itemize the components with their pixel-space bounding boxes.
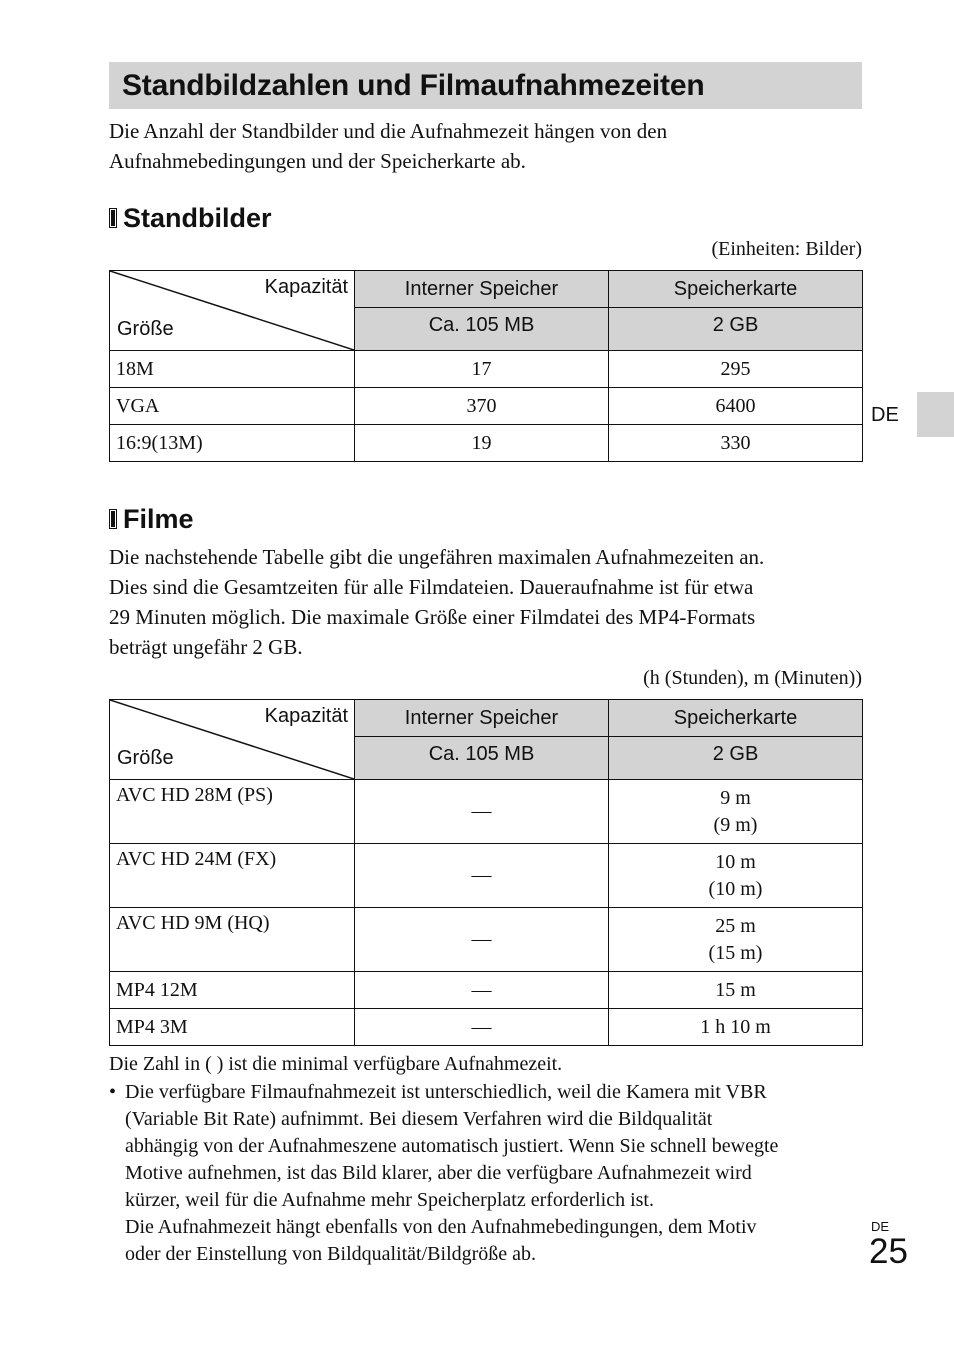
stills-table [109,270,863,462]
column-header-card: Speicherkarte [609,700,863,737]
internal-cell: 370 [355,388,609,425]
size-cell: MP4 3M [110,1009,355,1046]
size-cell: 18M [110,351,355,388]
bullet-line: Die Aufnahmezeit hängt ebenfalls von den Aufnahmebedingungen, dem Motiv [125,1216,757,1238]
card-min-time: (15 m) [708,941,763,964]
internal-cell: — [355,780,609,844]
column-header-card-size: 2 GB [609,737,863,780]
movies-line: beträgt ungefähr 2 GB. [109,635,303,659]
column-header-internal-size: Ca. 105 MB [355,737,609,780]
internal-cell: — [355,908,609,972]
size-cell: AVC HD 9M (HQ) [110,908,355,972]
card-time: 9 m [720,786,751,809]
table-row [110,351,863,388]
table-corner-cell [110,271,355,351]
size-cell: 16:9(13M) [110,425,355,462]
column-header-card: Speicherkarte [609,271,863,308]
table-header-row [110,271,863,308]
section-heading-movies [109,503,194,535]
column-header-internal-size: Ca. 105 MB [355,308,609,351]
movies-units-note: (h (Stunden), m (Minuten)) [643,667,862,689]
bullet-note [109,1079,869,1268]
intro-paragraph [109,116,869,176]
card-cell: 295 [609,351,863,388]
card-cell [609,844,863,908]
movies-line: Dies sind die Gesamtzeiten für alle Filmdateien. Daueraufnahme ist für etwa [109,575,754,599]
internal-cell: 17 [355,351,609,388]
size-label: Größe [117,747,174,769]
internal-cell: — [355,844,609,908]
table-row [110,425,863,462]
size-label: Größe [117,318,174,340]
card-time: 25 m [715,914,756,937]
page-language-label: DE [871,1219,890,1234]
movies-line: 29 Minuten möglich. Die maximale Größe einer Filmdatei des MP4-Formats [109,605,756,629]
card-cell: 330 [609,425,863,462]
language-tab-label: DE [871,404,899,426]
bullet-line: kürzer, weil für die Aufnahme mehr Speicherplatz erforderlich ist. [125,1189,654,1211]
table-row [110,972,863,1009]
language-tab-marker [917,392,954,437]
column-header-internal: Interner Speicher [355,700,609,737]
internal-cell: — [355,972,609,1009]
card-cell: 6400 [609,388,863,425]
table-row [110,780,863,844]
page-number: 25 [869,1232,908,1271]
bullet-text [125,1079,869,1268]
bullet-line: (Variable Bit Rate) aufnimmt. Bei diesem Verfahren wird die Bildqualität [125,1108,713,1130]
page-title: Standbildzahlen und Filmaufnahmezeiten [122,69,705,102]
movies-paragraph [109,542,869,662]
size-cell: MP4 12M [110,972,355,1009]
movies-table [109,699,863,1046]
table-corner-cell [110,700,355,780]
table-row [110,908,863,972]
section-heading-label: Filme [123,504,194,534]
card-cell [609,908,863,972]
capacity-label: Kapazität [264,705,348,727]
capacity-label: Kapazität [264,276,348,298]
bullet-marker: • [109,1081,117,1103]
card-min-time: (9 m) [713,813,758,836]
page-title-bar [109,62,862,109]
footnote: Die Zahl in ( ) ist die minimal verfügbare Aufnahmezeit. [109,1053,563,1075]
size-cell: AVC HD 24M (FX) [110,844,355,908]
section-heading-label: Standbilder [123,203,272,233]
movies-line: Die nachstehende Tabelle gibt die ungefähren maximalen Aufnahmezeiten an. [109,545,765,569]
intro-line: Die Anzahl der Standbilder und die Aufnahmezeit hängen von den [109,119,668,143]
intro-line: Aufnahmebedingungen und der Speicherkarte ab. [109,149,526,173]
column-header-internal: Interner Speicher [355,271,609,308]
bullet-line: Die verfügbare Filmaufnahmezeit ist unterschiedlich, weil die Kamera mit VBR [125,1081,767,1103]
card-min-time: (10 m) [708,877,763,900]
card-time: 10 m [715,850,756,873]
column-header-card-size: 2 GB [609,308,863,351]
card-cell: 1 h 10 m [609,1009,863,1046]
bullet-line: Motive aufnehmen, ist das Bild klarer, aber die verfügbare Aufnahmezeit wird [125,1162,752,1184]
internal-cell: 19 [355,425,609,462]
table-row [110,388,863,425]
card-cell: 15 m [609,972,863,1009]
card-cell [609,780,863,844]
stills-units-note: (Einheiten: Bilder) [711,238,862,260]
size-cell: VGA [110,388,355,425]
bullet-line: abhängig von der Aufnahmeszene automatisch justiert. Wenn Sie schnell bewegte [125,1135,779,1157]
section-marker-icon [109,208,117,228]
section-heading-stills [109,202,272,234]
bullet-line: oder der Einstellung von Bildqualität/Bildgröße ab. [125,1243,537,1265]
size-cell: AVC HD 28M (PS) [110,780,355,844]
internal-cell: — [355,1009,609,1046]
table-row [110,844,863,908]
table-header-row [110,700,863,737]
table-row [110,1009,863,1046]
section-marker-icon [109,509,117,529]
